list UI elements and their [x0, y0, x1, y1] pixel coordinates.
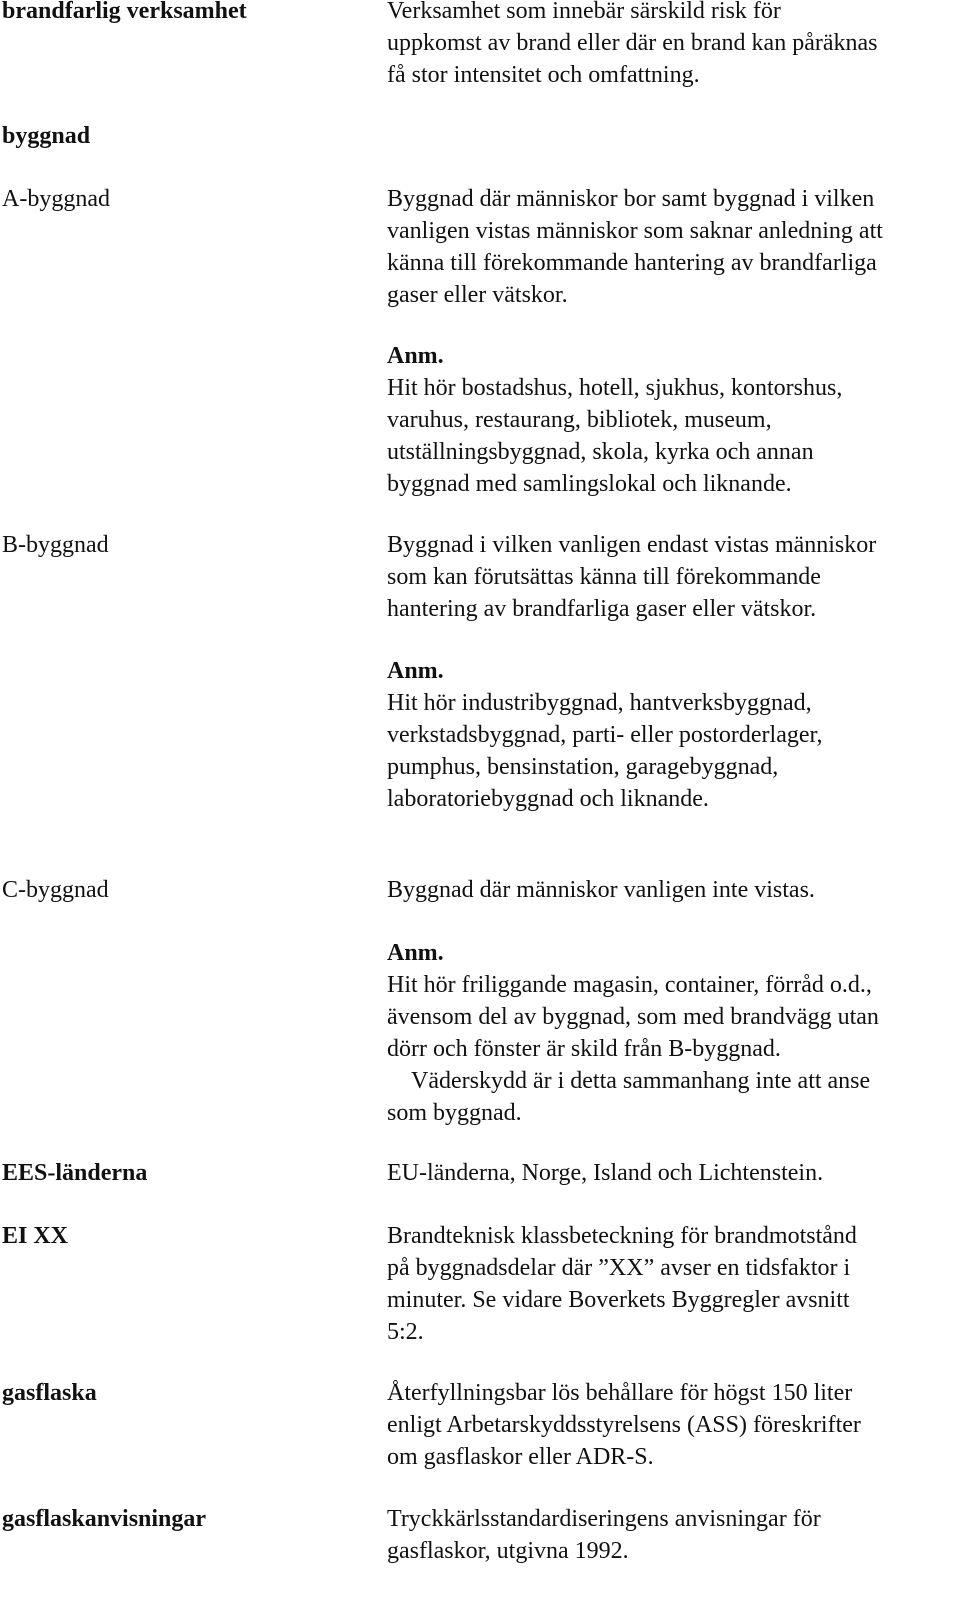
- definition-line: gaser eller vätskor.: [387, 282, 568, 308]
- term-brandfarlig-verksamhet: brandfarlig verksamhet: [2, 0, 247, 24]
- note-line: verkstadsbyggnad, parti- eller postorderlager,: [387, 722, 823, 748]
- note-line: laboratoriebyggnad och liknande.: [387, 786, 709, 812]
- definition-line: få stor intensitet och omfattning.: [387, 62, 700, 88]
- definition-line: Verksamhet som innebär särskild risk för: [387, 0, 781, 24]
- note-line: byggnad med samlingslokal och liknande.: [387, 471, 792, 497]
- definition-c-byggnad: [387, 874, 947, 906]
- definition-line: gasflaskor, utgivna 1992.: [387, 1538, 629, 1564]
- definition-line: 5:2.: [387, 1319, 424, 1345]
- definition-ees-landerna: [387, 1157, 947, 1189]
- term-ees-landerna: EES-länderna: [2, 1160, 148, 1186]
- term-ei-xx: EI XX: [2, 1223, 69, 1249]
- definition-line: hantering av brandfarliga gaser eller vätskor.: [387, 596, 817, 622]
- note-label: Anm.: [387, 343, 444, 369]
- definition-gasflaska: [387, 1377, 947, 1473]
- note-c-byggnad: [387, 937, 947, 1129]
- note-line: ävensom del av byggnad, som med brandvägg utan: [387, 1004, 879, 1030]
- definition-line: Byggnad där människor vanligen inte vistas.: [387, 877, 815, 903]
- definition-brandfarlig-verksamhet: [387, 0, 947, 91]
- definition-line: Tryckkärlsstandardiseringens anvisningar för: [387, 1506, 821, 1532]
- note-line: pumphus, bensinstation, garagebyggnad,: [387, 754, 779, 780]
- note-line: varuhus, restaurang, bibliotek, museum,: [387, 407, 772, 433]
- definition-line: på byggnadsdelar där ”XX” avser en tidsfaktor i: [387, 1255, 851, 1281]
- term-a-byggnad: A-byggnad: [2, 186, 110, 212]
- term-c-byggnad: C-byggnad: [2, 877, 109, 903]
- definition-b-byggnad: [387, 529, 947, 625]
- term-gasflaska: gasflaska: [2, 1380, 97, 1406]
- definition-line: minuter. Se vidare Boverkets Byggregler avsnitt: [387, 1287, 850, 1313]
- definition-line: uppkomst av brand eller där en brand kan påräknas: [387, 30, 878, 56]
- note-line: utställningsbyggnad, skola, kyrka och annan: [387, 439, 814, 465]
- definition-line: Återfyllningsbar lös behållare för högst 150 liter: [387, 1380, 853, 1406]
- definition-line: känna till förekommande hantering av brandfarliga: [387, 250, 877, 276]
- term-byggnad: byggnad: [2, 123, 91, 149]
- note-line: Hit hör bostadshus, hotell, sjukhus, kontorshus,: [387, 375, 843, 401]
- term-gasflaskanvisningar: gasflaskanvisningar: [2, 1506, 207, 1532]
- note-line: dörr och fönster är skild från B-byggnad.: [387, 1036, 781, 1062]
- definition-gasflaskanvisningar: [387, 1503, 947, 1567]
- definition-line: som kan förutsättas känna till förekommande: [387, 564, 821, 590]
- note-line: Hit hör friliggande magasin, container, förråd o.d.,: [387, 972, 872, 998]
- note-b-byggnad: [387, 655, 947, 815]
- note-a-byggnad: [387, 340, 947, 500]
- definition-line: Byggnad i vilken vanligen endast vistas människor: [387, 532, 877, 558]
- definition-line: Byggnad där människor bor samt byggnad i vilken: [387, 186, 875, 212]
- definition-ei-xx: [387, 1220, 947, 1348]
- definition-line: vanligen vistas människor som saknar anledning att: [387, 218, 883, 244]
- definition-line: om gasflaskor eller ADR-S.: [387, 1444, 654, 1470]
- definition-line: Brandteknisk klassbeteckning för brandmotstånd: [387, 1223, 857, 1249]
- note-line: som byggnad.: [387, 1100, 522, 1126]
- note-line: Hit hör industribyggnad, hantverksbyggnad,: [387, 690, 812, 716]
- note-label: Anm.: [387, 940, 444, 966]
- note-line: Väderskydd är i detta sammanhang inte att anse: [411, 1068, 871, 1094]
- note-label: Anm.: [387, 658, 444, 684]
- definition-line: enligt Arbetarskyddsstyrelsens (ASS) föreskrifter: [387, 1412, 861, 1438]
- definition-line: EU-länderna, Norge, Island och Lichtenstein.: [387, 1160, 824, 1186]
- definition-a-byggnad: [387, 183, 947, 311]
- term-b-byggnad: B-byggnad: [2, 532, 109, 558]
